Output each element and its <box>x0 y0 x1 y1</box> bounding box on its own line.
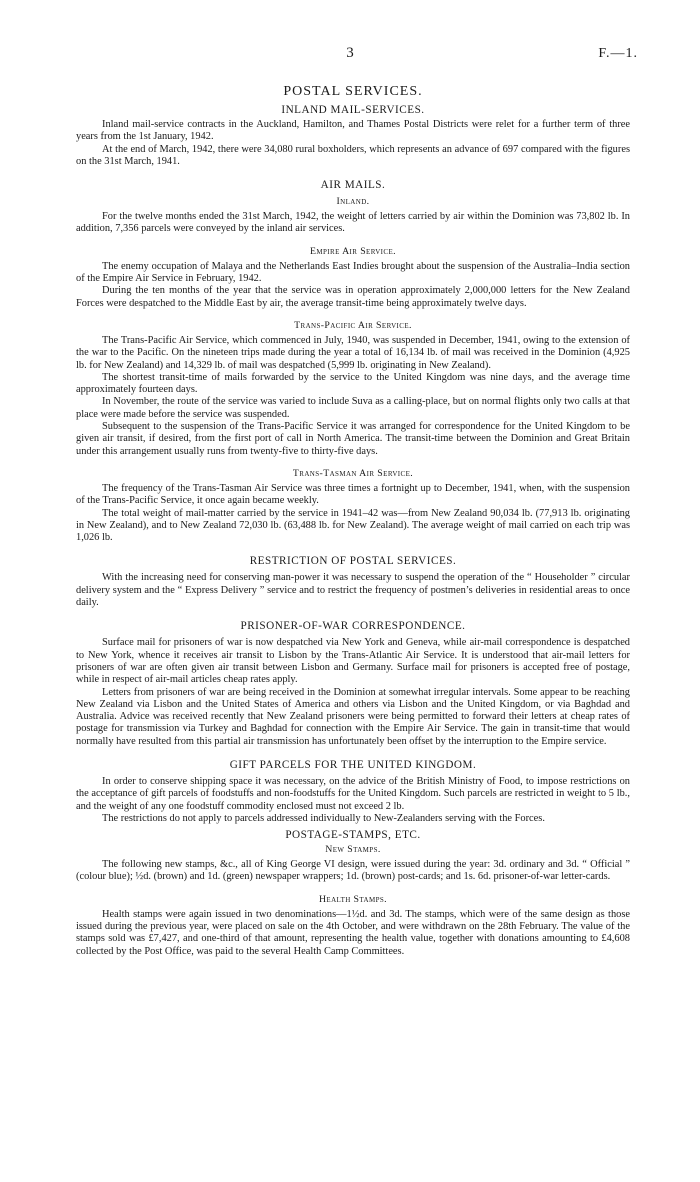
subheading-trans-tasman-air-service: Trans-Tasman Air Service. <box>292 467 414 479</box>
paragraph: During the ten months of the year that the service was in operation approximately 2,000,000 letters for the New Zealand Forces were despatched to the Middle East by air, the average transit-time being approximately twelve days. <box>76 285 630 309</box>
subheading-empire-air-service: Empire Air Service. <box>309 245 397 257</box>
heading-postage-stamps: POSTAGE-STAMPS, ETC. <box>285 829 421 842</box>
paragraph: The frequency of the Trans-Tasman Air Service was three times a fortnight up to December, 1941, when, with the suspension of the Trans-Pacific Service, it once again became weekly. <box>76 482 630 507</box>
heading-air-mails: AIR MAILS. <box>320 179 386 192</box>
paragraph: Health stamps were again issued in two denominations—1½d. and 3d. The stamps, which were of the same design as those issued during the previous year, were placed on sale on the 4th October, and were withdrawn on the 28th February. The value of the stamps sold was £7,427, and one-third of that amount, representing the health value, together with donations amounting to £4,608 collected by the Post Office, was paid to the several Health Camp Committees. <box>76 908 630 957</box>
paragraph: At the end of March, 1942, there were 34,080 rural boxholders, which represents an advance of 697 compared with the figures on the 31st March, 1941. <box>76 143 630 167</box>
paragraph: The shortest transit-time of mails forwarded by the service to the United Kingdom was nine days, and the average time approximately fourteen days. <box>76 371 630 396</box>
paragraph: For the twelve months ended the 31st March, 1942, the weight of letters carried by air within the Dominion was 73,802 lb. In addition, 7,356 parcels were conveyed by the inland air services. <box>76 211 630 235</box>
subheading-trans-pacific-air-service: Trans-Pacific Air Service. <box>294 319 412 331</box>
paragraph: The Trans-Pacific Air Service, which commenced in July, 1940, was suspended in December, 1941, owing to the extension of the war to the Pacific. On the nineteen trips made during the year a total of 16,134 lb. of mail was received in the Dominion (4,925 lb. for New Zealand) and 14,329 lb. of mail was despatched (5,999 lb. originating in New Zealand). <box>76 334 630 371</box>
subheading-inland: Inland. <box>336 196 370 208</box>
paragraph: Surface mail for prisoners of war is now despatched via New York and Geneva, while air-mail correspondence is despatched to New York, whence it receives air transit to Lisbon by the Trans-Atlantic Air Service. It is understood that air-mail letters for prisoners of war are often given air transit between Lisbon and Germany. Surface mail for prisoners is accepted free of postage, while in respect of air-mail articles cheap rates apply. <box>76 637 630 686</box>
heading-inland-mail-services: INLAND MAIL-SERVICES. <box>281 104 425 116</box>
heading-restriction-of-postal-services: RESTRICTION OF POSTAL SERVICES. <box>249 555 457 568</box>
paragraph: The following new stamps, &c., all of King George VI design, were issued during the year: 3d. ordinary and 3d. “ Official ” (colour blue); ½d. (brown) and 1d. (green) newspaper wrappers; 1d. (brown) post-cards; and 1s. 6d. prisoner-of-war letter-cards. <box>76 859 630 883</box>
subheading-new-stamps: New Stamps. <box>325 844 381 856</box>
paragraph: Subsequent to the suspension of the Trans-Pacific Service it was arranged for correspondence for the United Kingdom to be given air transit, if desired, from the first port of call in North America. The transit-time between the Dominion and Great Britain under this arrangement usually runs from twenty-five to thirty-five days. <box>76 421 630 457</box>
paragraph: The total weight of mail-matter carried by the service in 1941–42 was—from New Zealand 90,034 lb. (77,913 lb. originating in New Zealand), and to New Zealand 72,030 lb. (63,488 lb. for New Zealand). The average weight of mail carried on each trip was 1,026 lb. <box>76 507 630 544</box>
heading-gift-parcels: GIFT PARCELS FOR THE UNITED KINGDOM. <box>229 758 477 771</box>
paragraph: The enemy occupation of Malaya and the Netherlands East Indies brought about the suspension of the Australia–India section of the Empire Air Service in February, 1942. <box>76 260 630 285</box>
document-reference: F.—1. <box>598 46 638 61</box>
paragraph: In November, the route of the service was varied to include Suva as a calling-place, but on normal flights only two calls at that place were made before the service was suspended. <box>76 396 630 420</box>
paragraph: With the increasing need for conserving man-power it was necessary to suspend the operation of the “ Householder ” circular delivery system and the “ Express Delivery ” service and to restrict the frequency of postmen’s deliveries in residential areas to once daily. <box>76 572 630 609</box>
subheading-health-stamps: Health Stamps. <box>318 893 388 905</box>
paragraph: Inland mail-service contracts in the Auckland, Hamilton, and Thames Postal Districts were relet for a further term of three years from the 1st January, 1942. <box>76 119 630 143</box>
paragraph: Letters from prisoners of war are being received in the Dominion at somewhat irregular intervals. Some appear to be reaching New Zealand via Lisbon and the United States of America and others via Lisbon and the United Kingdom, or via Baghdad and Australia. Advice was received recently that New Zealand prisoners were being permitted to forward their letters at cheap rates of postage for transmission via Turkey and Baghdad for connection with the Empire Air Service. The gain in transit-time that would normally have resulted from this partial air transmission has unfortunately been offset by the interruption to the Empire service. <box>76 686 630 747</box>
heading-prisoner-of-war-correspondence: PRISONER-OF-WAR CORRESPONDENCE. <box>240 620 466 633</box>
paragraph: In order to conserve shipping space it was necessary, on the advice of the British Ministry of Food, to impose restrictions on the acceptance of gift parcels of foodstuffs and non-foodstuffs for the United Kingdom. Such parcels are restricted in weight to 5 lb., and the weight of any one foodstuff commodity enclosed must not exceed 2 lb. <box>76 775 630 812</box>
paragraph: The restrictions do not apply to parcels addressed individually to New-Zealanders serving with the Forces. <box>102 812 545 824</box>
page-title: POSTAL SERVICES. <box>283 84 423 99</box>
page-number: 3 <box>346 45 354 61</box>
